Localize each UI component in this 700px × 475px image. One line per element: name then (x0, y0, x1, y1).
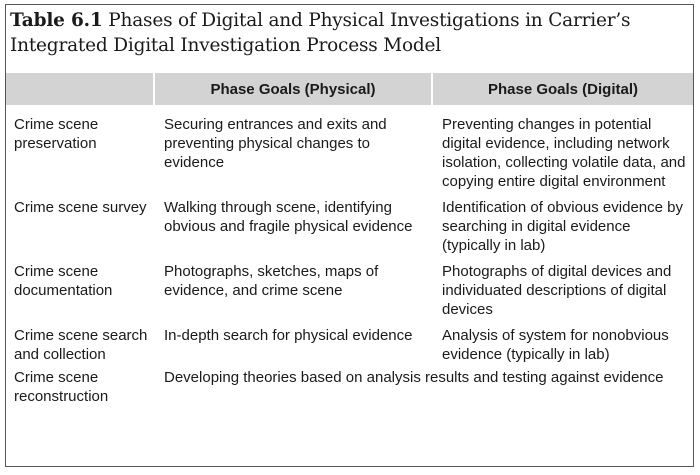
phase-cell: Crime scene reconstruction (14, 369, 109, 405)
digital-goal-cell: Analysis of system for nonobvious evidence (typically in lab) (442, 327, 669, 363)
table-row (6, 256, 693, 320)
header-phase (6, 73, 154, 105)
phase-cell: Crime scene preservation (14, 116, 99, 152)
digital-goal-cell: Photographs of digital devices and individuated descriptions of digital devices (442, 263, 672, 318)
digital-goal-cell: Identification of obvious evidence by searching in digital evidence (typically in lab) (442, 199, 683, 254)
phase-cell: Crime scene search and collection (14, 327, 148, 363)
table-title: Phases of Digital and Physical Investigations in Carrier’s Integrated Digital Investigation Process Model (10, 10, 631, 56)
table-body (6, 105, 693, 407)
table-row (6, 320, 693, 365)
table-row (6, 192, 693, 256)
combined-goal-cell: Developing theories based on analysis results and testing against evidence (164, 369, 664, 386)
table-header (6, 73, 693, 105)
phase-cell: Crime scene documentation (14, 263, 113, 299)
physical-goal-cell: Securing entrances and exits and preventing physical changes to evidence (164, 116, 387, 171)
table-row (6, 105, 693, 192)
phases-table (6, 73, 693, 407)
phase-cell: Crime scene survey (14, 199, 147, 216)
table-number: Table 6.1 (10, 10, 103, 31)
header-physical: Phase Goals (Physical) (154, 73, 432, 105)
physical-goal-cell: Walking through scene, identifying obvious and fragile physical evidence (164, 199, 413, 235)
table-caption (10, 8, 680, 58)
digital-goal-cell: Preventing changes in potential digital evidence, including network isolation, collecting volatile data, and copying entire digital environment (442, 116, 686, 190)
physical-goal-cell: Photographs, sketches, maps of evidence, and crime scene (164, 263, 379, 299)
header-row (6, 73, 693, 105)
header-digital: Phase Goals (Digital) (487, 80, 639, 98)
table-row (6, 365, 693, 407)
physical-goal-cell: In-depth search for physical evidence (164, 327, 413, 344)
